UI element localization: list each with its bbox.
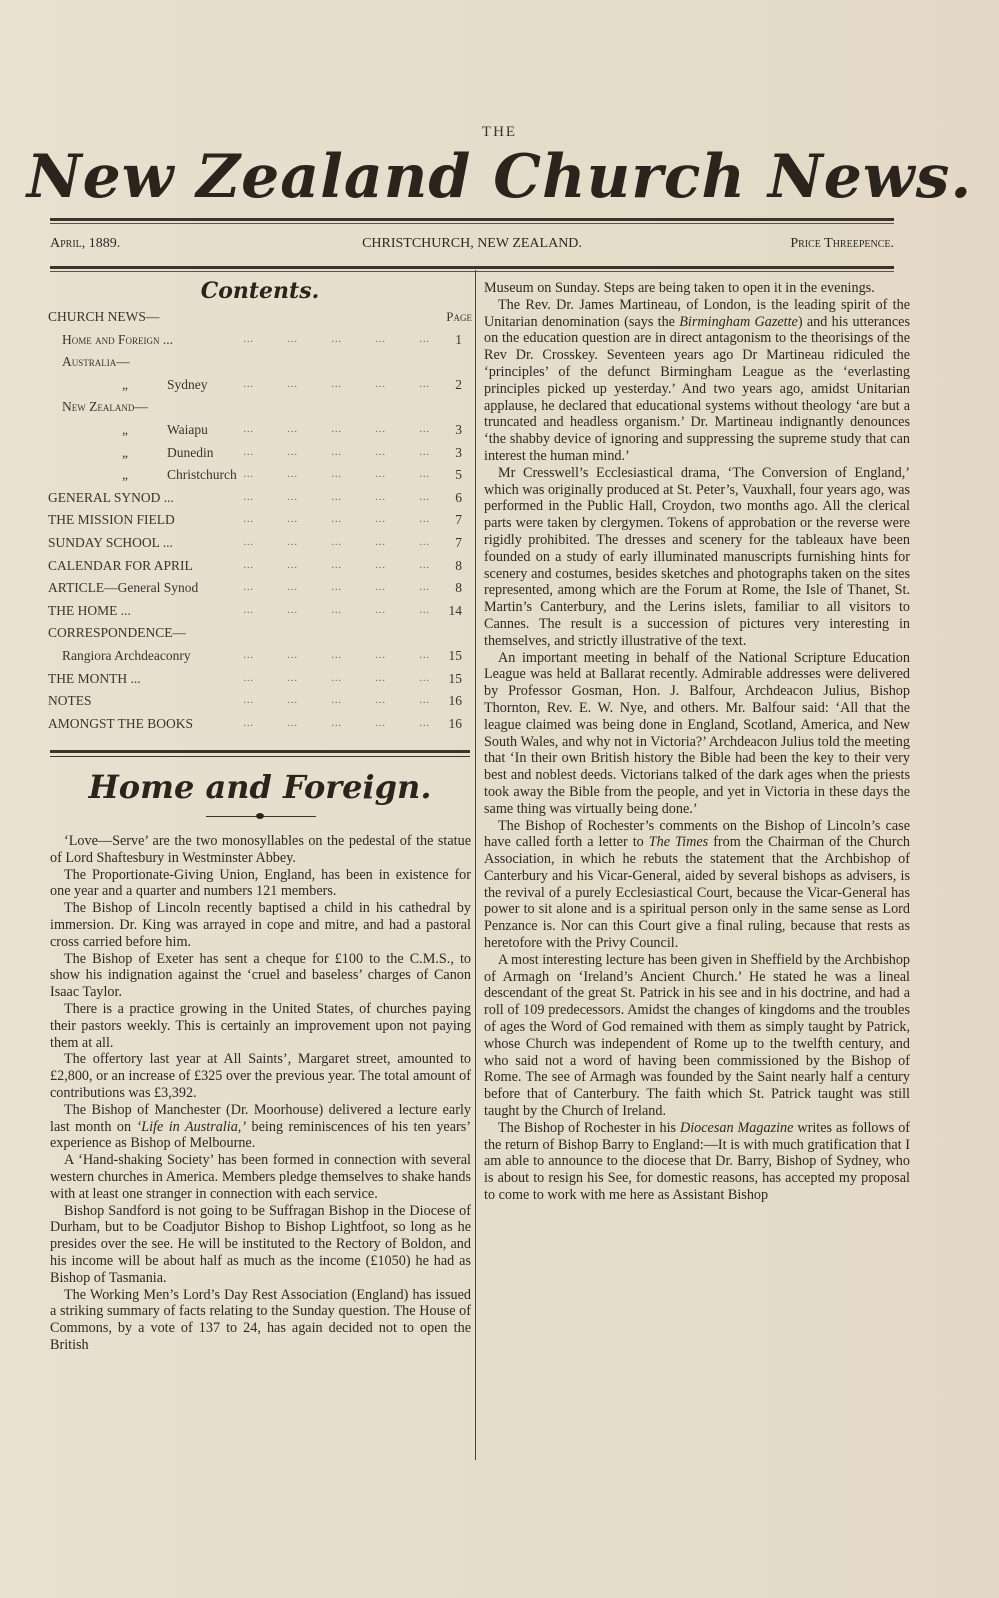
section-rule [50,750,470,753]
italic-title: Birmingham Gazette [679,313,798,330]
toc-leader: ... ... ... ... ... [243,514,430,526]
toc-leader: ... ... ... ... ... [243,469,430,481]
toc-leader: ... ... ... ... ... [243,446,430,458]
toc-leader: ... ... ... ... ... [243,333,430,345]
left-column-article [50,833,471,1354]
toc-page: 2 [455,376,462,392]
toc-row [48,396,472,419]
issue-date: April, 1889. [50,236,121,251]
toc-leader: ... ... ... ... ... [243,536,430,548]
paragraph: Museum on Sunday. Steps are being taken to open it in the evenings. [484,280,875,296]
paragraph: ‘Love—Serve’ are the two monosyllables on the pedestal of the statue of Lord Shaftesbury in Westminster Abbey. [50,833,471,866]
toc-row[interactable] [48,329,472,352]
header-rule-top-thin [50,223,894,224]
toc-label: „ Waiapu [122,419,208,442]
issue-place: CHRISTCHURCH, NEW ZEALAND. [362,236,582,251]
toc-page: 7 [455,512,462,528]
toc-page: 16 [448,693,462,709]
toc-label: ARTICLE—General Synod [48,580,199,596]
toc-leader: ... ... ... ... ... [243,378,430,390]
italic-title: ‘Life in Australia,’ [136,1118,247,1135]
paragraph: Mr Cresswell’s Ecclesiastical drama, ‘The Conversion of England,’ which was originally produced at St. Peter’s, Vauxhall, four years ago, was performed in the Public Hall, Croydon, two months ago. All the clerical parts were taken by clergymen. Tokens of approbation or the reverse were rigidly prohibited. The dresses and scenery for the tableaux have been founded on a study of early illuminated manuscripts furnishing hints for scenery and costumes, besides sketches and photographs taken on the sites represented, among which are the Forum at Rome, the Isle of Thanet, St. Martin’s Canterbury, and the Lerins islets, familiar to all visitors to Cannes. The result is a succession of pictures very interesting in themselves, and strictly illustrative of the text. [484,464,910,649]
ornament-dot-icon [256,813,264,819]
toc-page-header: Page [446,309,472,324]
ornament-divider [206,816,316,817]
toc-row [48,306,472,329]
paragraph: The Proportionate-Giving Union, England, has been in existence for one year and a quarter and numbers 121 members. [50,866,471,900]
toc-page: 3 [455,421,462,437]
paragraph: The Bishop of Rochester in his Diocesan Magazine writes as follows of the return of Bishop Barry to England:—It is with much gratification that I am able to announce to the diocese that Dr. Barry, Bishop of Sydney, who is about to resign his See, for domestic reasons, has accepted my proposal to come to work with me here as Assistant Bishop [484,1119,911,1204]
paragraph: An important meeting in behalf of the National Scripture Education League was held at Ballarat recently. Admirable addresses were delivered by Professor Gosman, Hon. J. Balfour, Archdeacon Julius, Bishop Thornton, Rev. E. W. Nye, and others. Mr. Balfour said: ‘All that the league claimed was being done in England, Scotland, America, and New South Wales, and why not in Victoria?’ Archdeacon Julius told the meeting that ‘In their own British history the Bible had been the key to their very best and noblest deeds. Victorians talked of the dark ages when the priests took away the Bible from the people, and yet in Victoria in these days the same thing was virtually being done.’ [484,649,910,817]
toc-leader: ... ... ... ... ... [243,695,430,707]
right-column-article [484,280,910,1204]
toc-page: 7 [455,534,462,550]
toc-page: 8 [455,580,462,596]
header-rule-bottom [50,266,894,269]
paragraph: The Bishop of Lincoln recently baptised a child in his cathedral by immersion. Dr. King was arrayed in cope and mitre, and had a pastoral cross carried before him. [50,900,471,950]
toc-label: Home and Foreign ... [62,331,174,347]
toc-leader: ... ... ... ... ... [243,604,430,616]
toc-row[interactable] [48,487,472,510]
italic-title: The Times [648,834,709,851]
toc-row [48,351,472,374]
toc-label: GENERAL SYNOD ... [48,489,174,505]
issue-price: Price Threepence. [790,236,894,251]
ditto-mark: „ [122,376,128,392]
paragraph: A ‘Hand-shaking Society’ has been formed in connection with several western churches in America. Members pledge themselves to shake hands with at least one stranger in connection with each service. [50,1152,471,1202]
toc-label: „ Dunedin [122,442,214,465]
toc-label: CHURCH NEWS— [48,309,160,324]
toc-row[interactable] [48,532,472,555]
toc-row[interactable] [48,645,472,668]
toc-label: THE HOME ... [48,602,131,618]
dateline [50,236,894,256]
toc-row[interactable] [48,464,472,487]
toc-page: 14 [448,602,462,618]
toc-row[interactable] [48,690,472,713]
toc-label: AMONGST THE BOOKS [48,715,194,731]
toc-page: 1 [455,331,462,347]
toc-leader: ... ... ... ... ... [243,559,430,571]
toc-row[interactable] [48,374,472,397]
toc-page: 15 [448,647,462,663]
toc-row[interactable] [48,419,472,442]
header-rule-bottom-thin [50,271,894,272]
toc-label: SUNDAY SCHOOL ... [48,534,173,550]
toc-leader: ... ... ... ... ... [243,717,430,729]
toc-page: 6 [455,489,462,505]
toc-leader: ... ... ... ... ... [243,423,430,435]
toc-label: Rangiora Archdeaconry [62,647,191,663]
toc-row[interactable] [48,713,472,736]
toc-row [48,622,472,645]
header-rule-top [50,218,894,221]
ditto-mark: „ [122,444,128,460]
ditto-mark: „ [122,467,128,483]
toc-label: NOTES [48,693,92,709]
ditto-mark: „ [122,421,128,437]
toc-row[interactable] [48,555,472,578]
toc-label: CORRESPONDENCE— [48,625,187,641]
toc-leader: ... ... ... ... ... [243,672,430,684]
toc-leader: ... ... ... ... ... [243,649,430,661]
toc-leader: ... ... ... ... ... [243,491,430,503]
toc-label: THE MISSION FIELD [48,512,175,528]
paragraph: The Bishop of Exeter has sent a cheque for £100 to the C.M.S., to show his indignation against the ‘cruel and baseless’ charges of Canon Isaac Taylor. [50,950,471,1001]
paragraph: There is a practice growing in the United States, of churches paying their pastors weekly. This is certainly an improvement upon not paying them at all. [50,1000,471,1051]
column-divider [475,270,476,1460]
masthead-title: New Zealand Church News. [26,142,973,212]
toc-leader: ... ... ... ... ... [243,582,430,594]
section-rule-thin [50,756,470,757]
toc-page: 3 [455,444,462,460]
toc-label: New Zealand— [62,399,148,415]
toc-row[interactable] [48,600,472,623]
toc-row[interactable] [48,442,472,465]
paragraph: The Bishop of Rochester’s comments on the Bishop of Lincoln’s case have called forth a letter to The Times from the Chairman of the Church Association, in which he rebuts the statement that the Archbishop of Canterbury and his Vicar-General, aided by several bishops as advisers, is the revival of a purely Ecclesiastical Court, because the Vicar-General has power to sit alone and is a spiritual person only in the same sense as Lord Penzance is. Nor can this Court give a final ruling, because that rests as heretofore with the Privy Council. [484,817,910,952]
paragraph: A most interesting lecture has been given in Sheffield by the Archbishop of Armagh on ‘Ireland’s Ancient Church.’ He stated he was a lineal descendant of the great St. Patrick in his see and in his doctrine, and had a roll of 109 predecessors. Amidst the changes of kingdoms and the troubles of ages the Word of God remained with them as simply taught by Patrick, whose Church was independent of Rome up to the twelfth century, and who said not a word of having been commissioned by the Bishop of Rome. The see of Armagh was founded by the Saint nearly half a century before that of Canterbury. The faith which St. Patrick taught was still taught by the Church of Ireland. [484,951,910,1120]
paragraph: The Bishop of Manchester (Dr. Moorhouse) delivered a lecture early last month on ‘Life in Australia,’ being reminiscences of his ten years’ experience as Bishop of Melbourne. [50,1101,471,1152]
table-of-contents [48,276,472,735]
toc-page: 15 [448,670,462,686]
toc-label: CALENDAR FOR APRIL [48,557,193,573]
toc-label: THE MONTH ... [48,670,141,686]
toc-label: Australia— [62,354,130,370]
toc-row[interactable] [48,668,472,691]
paragraph: The Working Men’s Lord’s Day Rest Association (England) has issued a striking summary of facts relating to the Sunday question. The House of Commons, by a vote of 137 to 24, has again decided not to open the British [50,1286,471,1353]
toc-page: 8 [455,557,462,573]
paragraph: The Rev. Dr. James Martineau, of London, is the leading spirit of the Unitarian denomination (says the Birmingham Gazette) and his utterances on the education question are in direct antagonism to the theorisings of the Rev Dr. Crosskey. Seventeen years ago Dr Martineau ridiculed the ‘principles’ of the defunct Birmingham League as the ‘everlasting principles picked up yesterday.’ And two years ago, amidst Unitarian applause, he declared that educational systems without theology ‘are but a truncated and headless organism.’ Dr. Martineau indignantly denounces ‘the shabby device of ignoring and suppressing the supreme study that can interest the human mind.’ [484,296,910,464]
toc-label: „ Sydney [122,374,208,397]
masthead-the: THE [481,124,518,140]
toc-row[interactable] [48,577,472,600]
toc-label: „ Christchurch [122,464,237,487]
toc-page: 5 [455,467,462,483]
paragraph: The offertory last year at All Saints’, Margaret street, amounted to £2,800, or an increase of £325 over the previous year. The total amount of contributions was £3,392. [50,1051,471,1101]
italic-title: Diocesan Magazine [679,1119,794,1136]
section-title: Home and Foreign. [88,768,432,806]
toc-page: 16 [448,715,462,731]
contents-title: Contents. [200,278,320,304]
paragraph: Bishop Sandford is not going to be Suffragan Bishop in the Diocese of Durham, but to be Coadjutor Bishop to Bishop Lightfoot, so long as he presides over the see. He will be instituted to the Rectory of Boldon, and his income will be about half as much as the income (£1050) he had as Bishop of Tasmania. [50,1202,471,1286]
toc-row[interactable] [48,509,472,532]
